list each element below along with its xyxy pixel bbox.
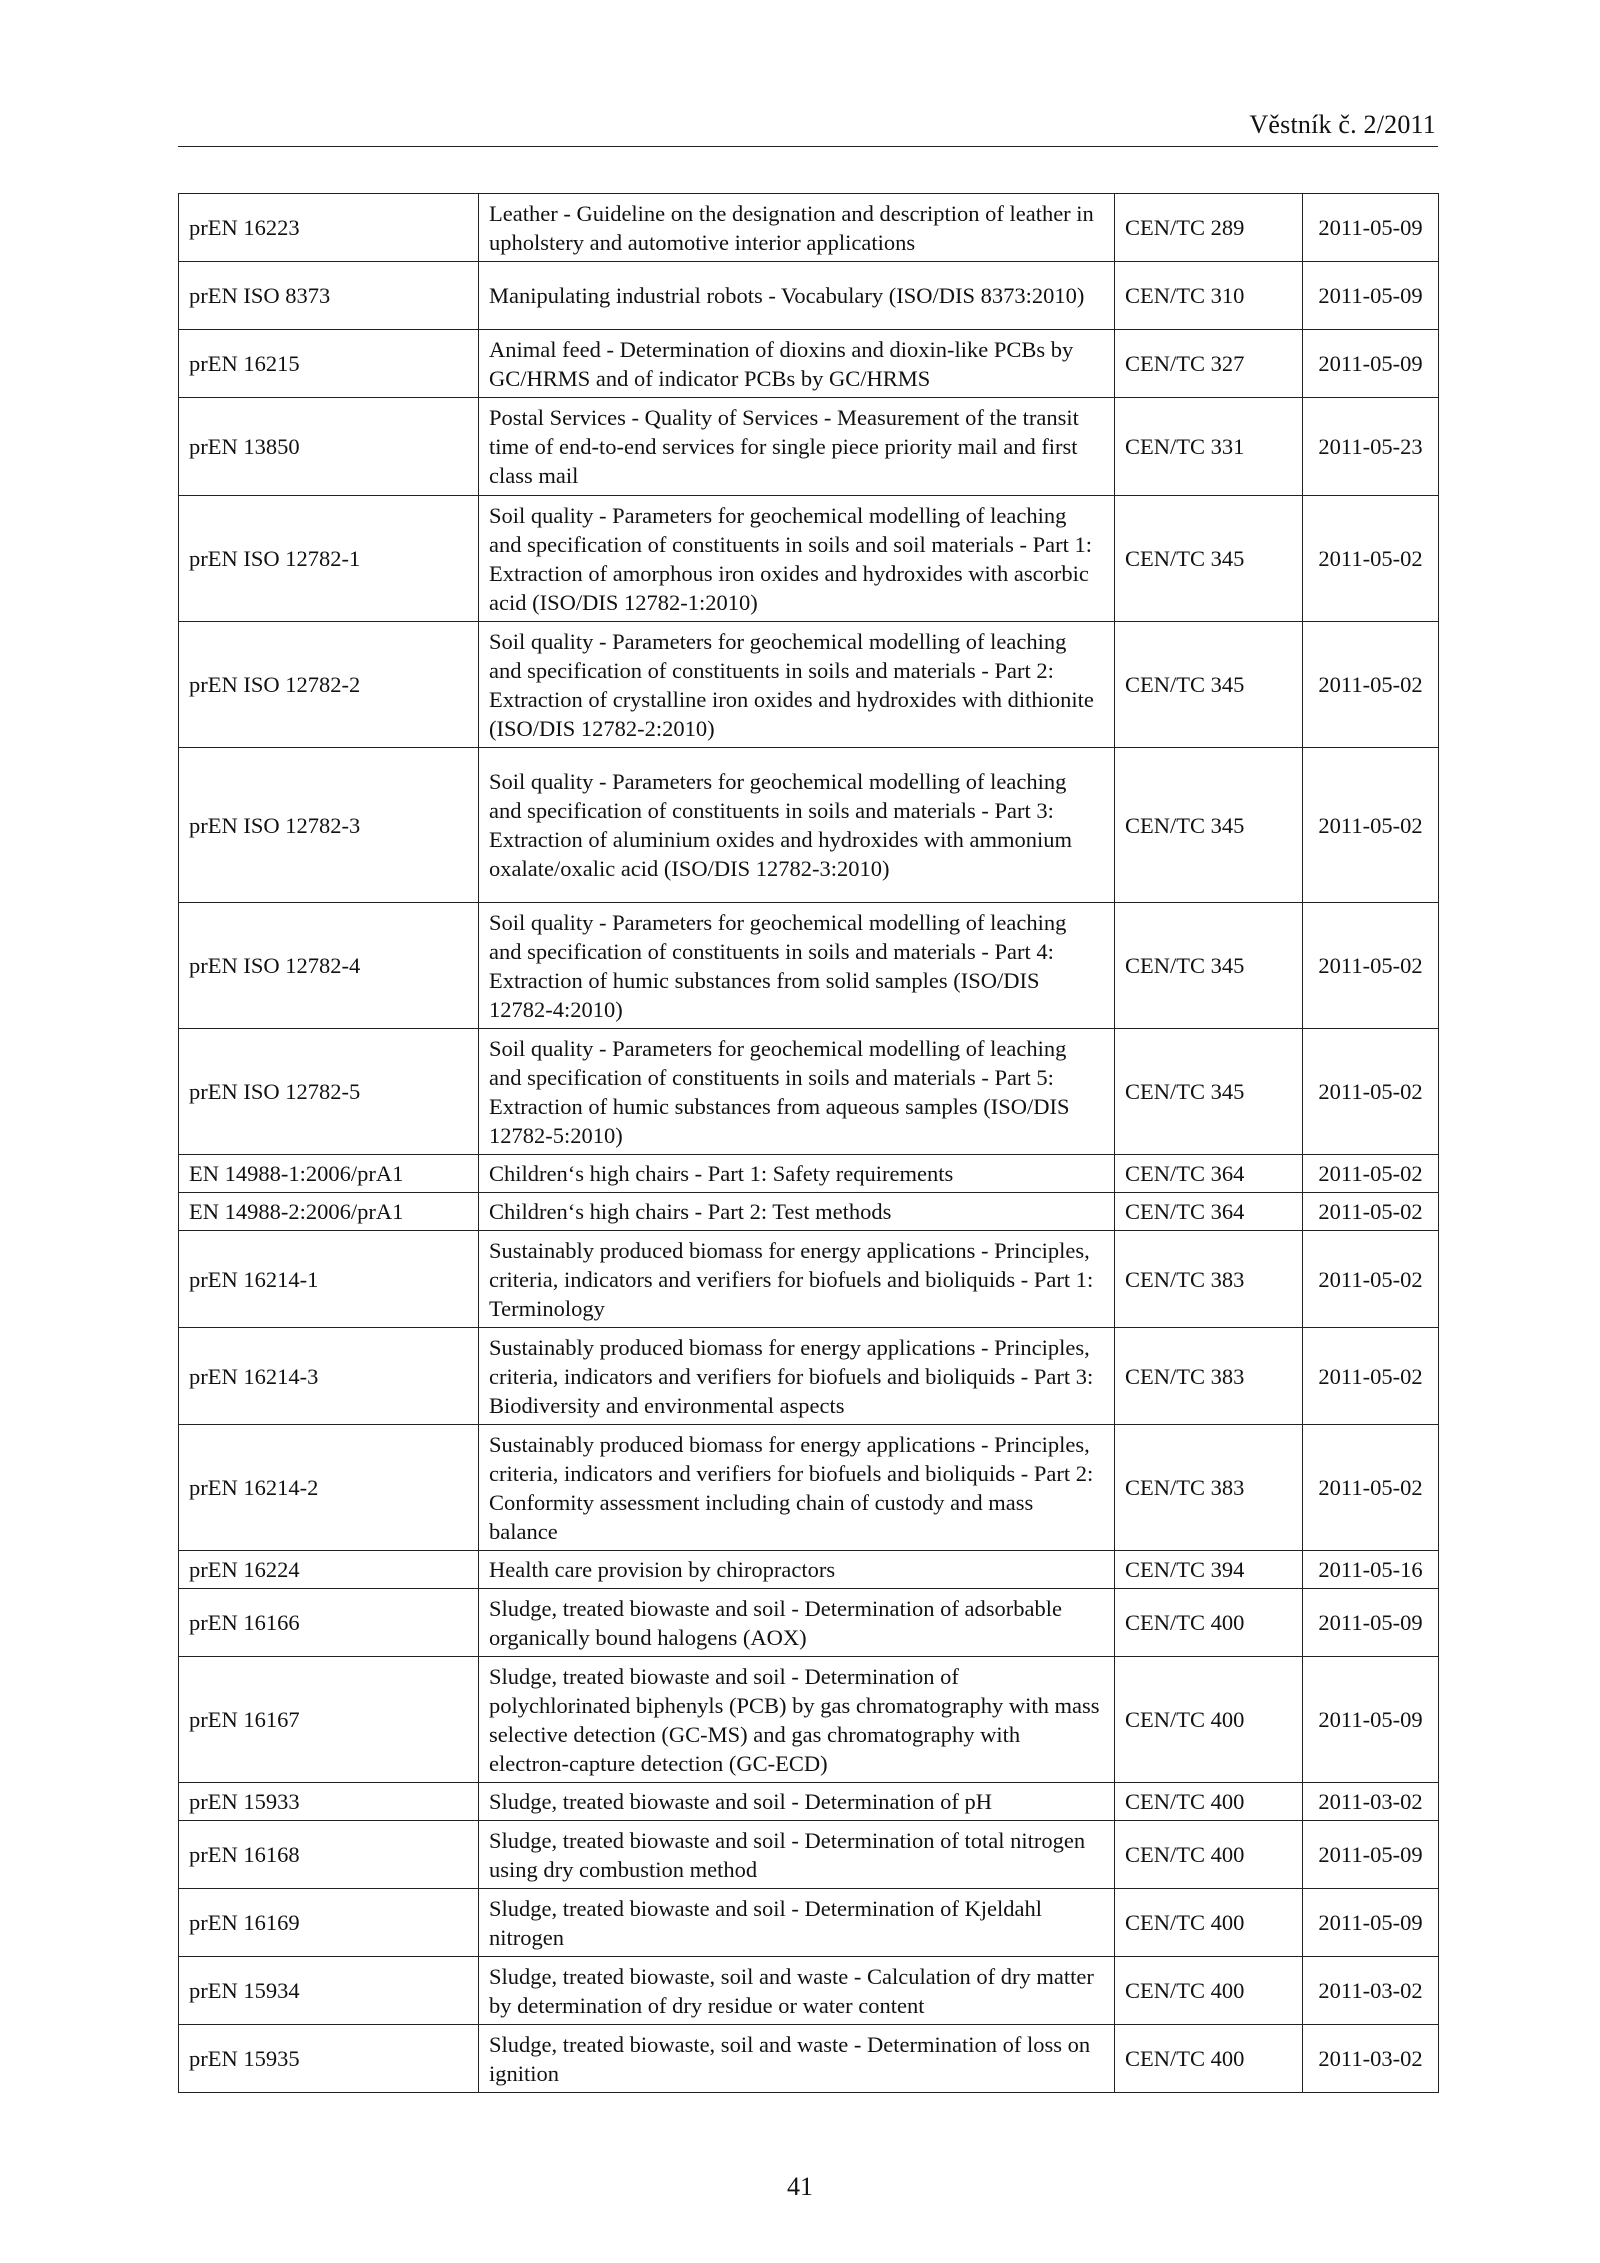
technical-committee-cell: CEN/TC 345 xyxy=(1115,496,1303,622)
deadline-date-cell: 2011-03-02 xyxy=(1303,1957,1439,2025)
standard-number-cell: prEN 16169 xyxy=(179,1889,479,1957)
table-row xyxy=(179,903,1439,1029)
technical-committee-cell: CEN/TC 331 xyxy=(1115,398,1303,496)
table-row xyxy=(179,1821,1439,1889)
deadline-date-cell: 2011-05-09 xyxy=(1303,194,1439,262)
technical-committee-cell: CEN/TC 345 xyxy=(1115,903,1303,1029)
standard-number-cell: prEN ISO 12782-4 xyxy=(179,903,479,1029)
table-row xyxy=(179,622,1439,748)
standard-number-cell: prEN 16167 xyxy=(179,1657,479,1783)
standard-number-cell: prEN 16166 xyxy=(179,1589,479,1657)
technical-committee-cell: CEN/TC 400 xyxy=(1115,1589,1303,1657)
table-row xyxy=(179,1328,1439,1425)
table-row xyxy=(179,1029,1439,1155)
standard-title-cell: Health care provision by chiropractors xyxy=(479,1551,1115,1589)
standard-number-cell: prEN ISO 12782-3 xyxy=(179,748,479,903)
deadline-date-cell: 2011-05-02 xyxy=(1303,1193,1439,1231)
standards-table-body xyxy=(179,194,1439,2093)
table-row xyxy=(179,748,1439,903)
standard-title-cell: Sustainably produced biomass for energy applications - Principles, criteria, indicators and verifiers for biofuels and bioliquids - Part 3: Biodiversity and environmental aspects xyxy=(479,1328,1115,1425)
deadline-date-cell: 2011-05-02 xyxy=(1303,1029,1439,1155)
standard-number-cell: prEN 16215 xyxy=(179,330,479,398)
standard-number-cell: prEN 16214-2 xyxy=(179,1425,479,1551)
standard-title-cell: Sustainably produced biomass for energy applications - Principles, criteria, indicators and verifiers for biofuels and bioliquids - Part 1: Terminology xyxy=(479,1231,1115,1328)
technical-committee-cell: CEN/TC 400 xyxy=(1115,1821,1303,1889)
standard-number-cell: prEN 15935 xyxy=(179,2025,479,2093)
standard-number-cell: prEN 13850 xyxy=(179,398,479,496)
technical-committee-cell: CEN/TC 345 xyxy=(1115,1029,1303,1155)
standard-title-cell: Soil quality - Parameters for geochemical modelling of leaching and specification of constituents in soils and materials - Part 3: Extraction of aluminium oxides and hydroxides with ammonium oxalate/oxalic acid (ISO/DIS 12782-3:2010) xyxy=(479,748,1115,903)
table-row xyxy=(179,1657,1439,1783)
table-row xyxy=(179,1589,1439,1657)
page-header xyxy=(178,106,1438,147)
deadline-date-cell: 2011-05-09 xyxy=(1303,1657,1439,1783)
standards-table xyxy=(178,193,1439,2093)
deadline-date-cell: 2011-05-09 xyxy=(1303,1589,1439,1657)
standard-title-cell: Sludge, treated biowaste and soil - Determination of pH xyxy=(479,1783,1115,1821)
technical-committee-cell: CEN/TC 400 xyxy=(1115,2025,1303,2093)
deadline-date-cell: 2011-05-09 xyxy=(1303,1821,1439,1889)
deadline-date-cell: 2011-05-16 xyxy=(1303,1551,1439,1589)
standard-number-cell: prEN 15934 xyxy=(179,1957,479,2025)
table-row xyxy=(179,262,1439,330)
standard-title-cell: Sludge, treated biowaste, soil and waste - Calculation of dry matter by determination of dry residue or water content xyxy=(479,1957,1115,2025)
deadline-date-cell: 2011-03-02 xyxy=(1303,1783,1439,1821)
standard-title-cell: Sludge, treated biowaste and soil - Determination of Kjeldahl nitrogen xyxy=(479,1889,1115,1957)
technical-committee-cell: CEN/TC 383 xyxy=(1115,1328,1303,1425)
standard-title-cell: Leather - Guideline on the designation and description of leather in upholstery and automotive interior applications xyxy=(479,194,1115,262)
technical-committee-cell: CEN/TC 383 xyxy=(1115,1231,1303,1328)
table-row xyxy=(179,1551,1439,1589)
standard-number-cell: prEN 16168 xyxy=(179,1821,479,1889)
table-row xyxy=(179,194,1439,262)
deadline-date-cell: 2011-05-09 xyxy=(1303,1889,1439,1957)
standard-title-cell: Soil quality - Parameters for geochemical modelling of leaching and specification of constituents in soils and materials - Part 5: Extraction of humic substances from aqueous samples (ISO/DIS 12782-5:2010) xyxy=(479,1029,1115,1155)
deadline-date-cell: 2011-05-02 xyxy=(1303,496,1439,622)
table-row xyxy=(179,1783,1439,1821)
technical-committee-cell: CEN/TC 400 xyxy=(1115,1889,1303,1957)
standard-number-cell: prEN 15933 xyxy=(179,1783,479,1821)
deadline-date-cell: 2011-03-02 xyxy=(1303,2025,1439,2093)
standard-title-cell: Soil quality - Parameters for geochemical modelling of leaching and specification of constituents in soils and materials - Part 4: Extraction of humic substances from solid samples (ISO/DIS 12782-4:2010) xyxy=(479,903,1115,1029)
technical-committee-cell: CEN/TC 383 xyxy=(1115,1425,1303,1551)
deadline-date-cell: 2011-05-02 xyxy=(1303,622,1439,748)
standard-title-cell: Sludge, treated biowaste, soil and waste - Determination of loss on ignition xyxy=(479,2025,1115,2093)
standard-title-cell: Soil quality - Parameters for geochemical modelling of leaching and specification of constituents in soils and soil materials - Part 1: Extraction of amorphous iron oxides and hydroxides with ascorbic acid (ISO/DIS 12782-1:2010) xyxy=(479,496,1115,622)
standard-number-cell: prEN ISO 12782-2 xyxy=(179,622,479,748)
technical-committee-cell: CEN/TC 364 xyxy=(1115,1193,1303,1231)
standard-number-cell: prEN 16214-3 xyxy=(179,1328,479,1425)
standard-number-cell: EN 14988-2:2006/prA1 xyxy=(179,1193,479,1231)
table-row xyxy=(179,1889,1439,1957)
standard-title-cell: Sludge, treated biowaste and soil - Determination of total nitrogen using dry combustion method xyxy=(479,1821,1115,1889)
page-number: 41 xyxy=(787,2172,813,2201)
standard-number-cell: prEN ISO 8373 xyxy=(179,262,479,330)
technical-committee-cell: CEN/TC 310 xyxy=(1115,262,1303,330)
standard-number-cell: prEN 16214-1 xyxy=(179,1231,479,1328)
standard-number-cell: prEN ISO 12782-1 xyxy=(179,496,479,622)
standard-number-cell: EN 14988-1:2006/prA1 xyxy=(179,1155,479,1193)
table-row xyxy=(179,1425,1439,1551)
standard-title-cell: Manipulating industrial robots - Vocabulary (ISO/DIS 8373:2010) xyxy=(479,262,1115,330)
technical-committee-cell: CEN/TC 364 xyxy=(1115,1155,1303,1193)
technical-committee-cell: CEN/TC 394 xyxy=(1115,1551,1303,1589)
standard-number-cell: prEN 16223 xyxy=(179,194,479,262)
standard-title-cell: Postal Services - Quality of Services - Measurement of the transit time of end-to-end services for single piece priority mail and first class mail xyxy=(479,398,1115,496)
technical-committee-cell: CEN/TC 400 xyxy=(1115,1783,1303,1821)
standard-title-cell: Children‘s high chairs - Part 2: Test methods xyxy=(479,1193,1115,1231)
table-row xyxy=(179,1193,1439,1231)
standard-title-cell: Soil quality - Parameters for geochemical modelling of leaching and specification of constituents in soils and materials - Part 2: Extraction of crystalline iron oxides and hydroxides with dithionite (ISO/DIS 12782-2:2010) xyxy=(479,622,1115,748)
technical-committee-cell: CEN/TC 327 xyxy=(1115,330,1303,398)
standard-number-cell: prEN ISO 12782-5 xyxy=(179,1029,479,1155)
table-row xyxy=(179,1957,1439,2025)
table-row xyxy=(179,2025,1439,2093)
deadline-date-cell: 2011-05-02 xyxy=(1303,1328,1439,1425)
deadline-date-cell: 2011-05-02 xyxy=(1303,1425,1439,1551)
technical-committee-cell: CEN/TC 345 xyxy=(1115,748,1303,903)
deadline-date-cell: 2011-05-02 xyxy=(1303,1155,1439,1193)
deadline-date-cell: 2011-05-02 xyxy=(1303,1231,1439,1328)
standard-title-cell: Sludge, treated biowaste and soil - Determination of polychlorinated biphenyls (PCB) by gas chromatography with mass selective detection (GC-MS) and gas chromatography with electron-capture detection (GC-ECD) xyxy=(479,1657,1115,1783)
standard-title-cell: Sludge, treated biowaste and soil - Determination of adsorbable organically bound halogens (AOX) xyxy=(479,1589,1115,1657)
deadline-date-cell: 2011-05-09 xyxy=(1303,330,1439,398)
deadline-date-cell: 2011-05-09 xyxy=(1303,262,1439,330)
standard-number-cell: prEN 16224 xyxy=(179,1551,479,1589)
standard-title-cell: Sustainably produced biomass for energy applications - Principles, criteria, indicators and verifiers for biofuels and bioliquids - Part 2: Conformity assessment including chain of custody and mass balance xyxy=(479,1425,1115,1551)
table-row xyxy=(179,1155,1439,1193)
technical-committee-cell: CEN/TC 400 xyxy=(1115,1657,1303,1783)
deadline-date-cell: 2011-05-02 xyxy=(1303,748,1439,903)
technical-committee-cell: CEN/TC 400 xyxy=(1115,1957,1303,2025)
journal-issue-title: Věstník č. 2/2011 xyxy=(1249,110,1436,139)
technical-committee-cell: CEN/TC 289 xyxy=(1115,194,1303,262)
deadline-date-cell: 2011-05-02 xyxy=(1303,903,1439,1029)
table-row xyxy=(179,496,1439,622)
standard-title-cell: Children‘s high chairs - Part 1: Safety requirements xyxy=(479,1155,1115,1193)
table-row xyxy=(179,398,1439,496)
table-row xyxy=(179,1231,1439,1328)
standard-title-cell: Animal feed - Determination of dioxins and dioxin-like PCBs by GC/HRMS and of indicator PCBs by GC/HRMS xyxy=(479,330,1115,398)
technical-committee-cell: CEN/TC 345 xyxy=(1115,622,1303,748)
table-row xyxy=(179,330,1439,398)
deadline-date-cell: 2011-05-23 xyxy=(1303,398,1439,496)
